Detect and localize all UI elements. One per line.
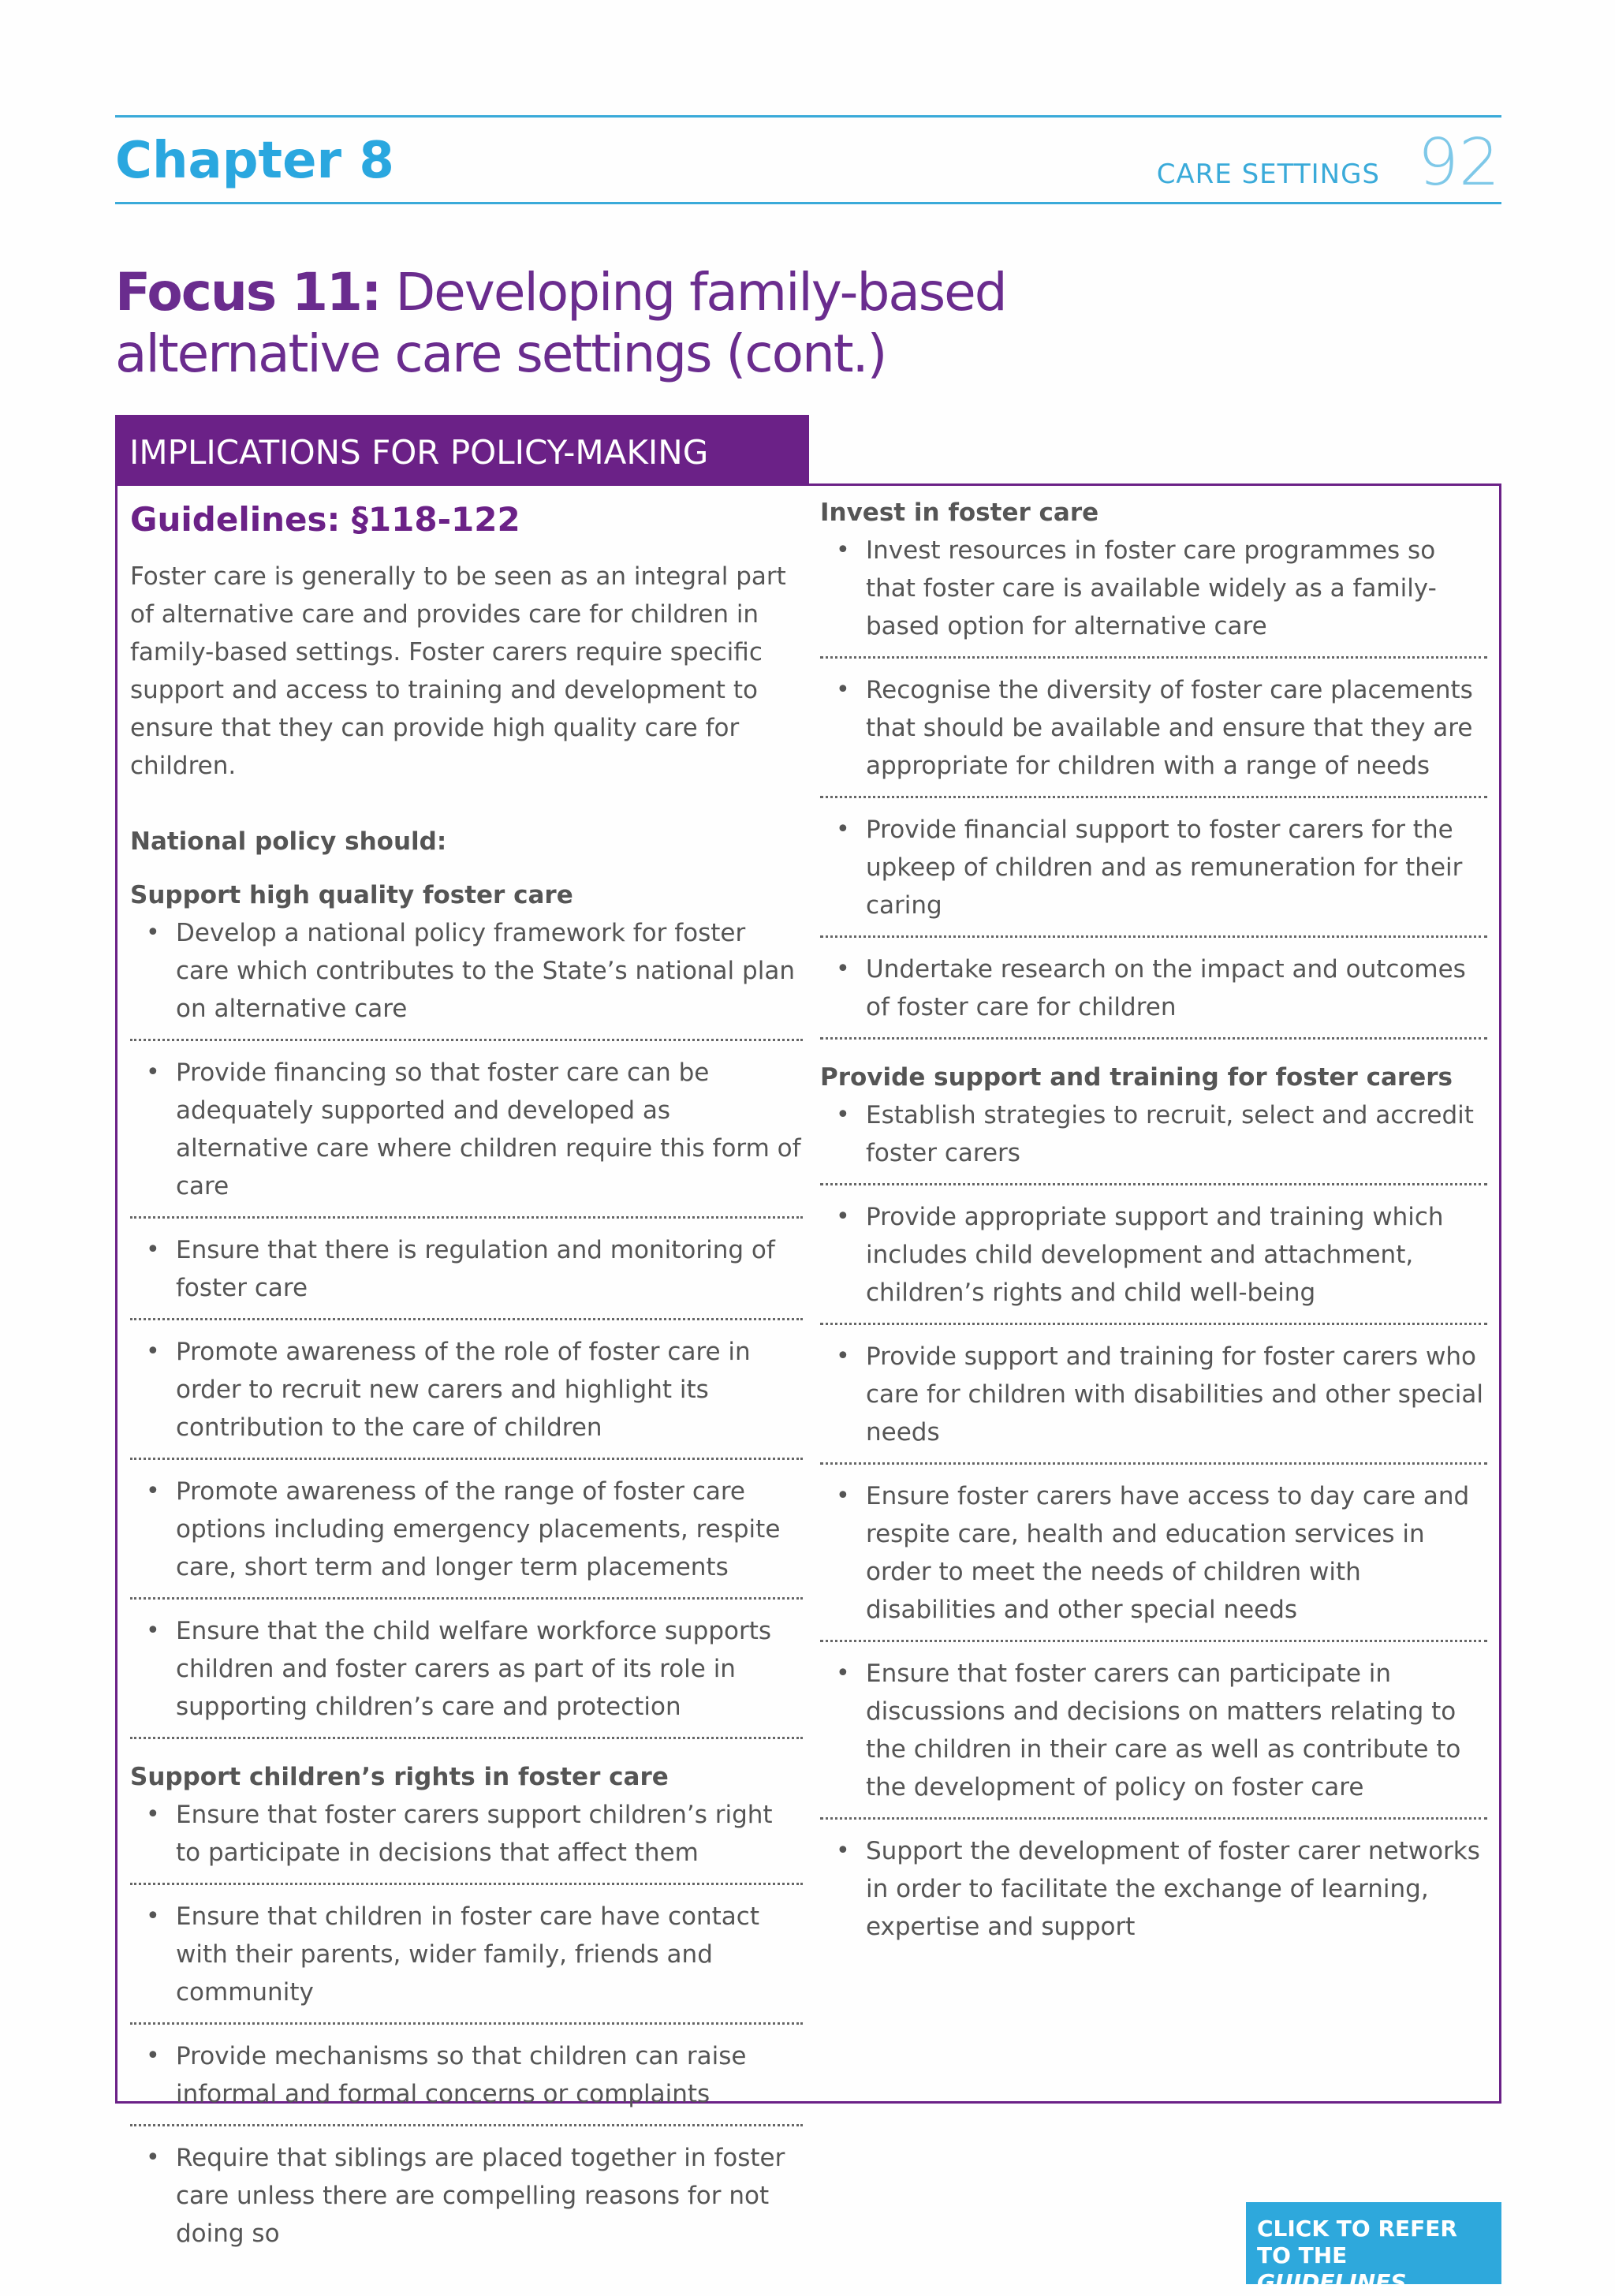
title-line-2: alternative care settings (cont.) [115,323,886,384]
page-number: 92 [1417,125,1500,200]
top-rule [115,115,1501,118]
list-item: • Ensure that foster carers can participate in discussions and decisions on matters relating to the children in their care as well as contribute to the development of policy on foster care [820,1655,1487,1820]
bullet-list [130,914,803,1739]
refer-guidelines-button[interactable] [1246,2202,1501,2295]
title-line-1: Developing family-based [395,262,1006,323]
bullet-list [820,532,1487,1040]
list-item: • Ensure foster carers have access to day care and respite care, health and education services in order to meet the needs of children with disabilities and other special needs [820,1477,1487,1642]
section-heading: Provide support and training for foster carers [820,1063,1453,1092]
page-title [115,262,1140,385]
implications-header: IMPLICATIONS FOR POLICY-MAKING [115,415,809,486]
cta-prefix: TO THE [1257,2242,1348,2268]
bullet-list [820,1096,1487,1957]
intro-paragraph: Foster care is generally to be seen as an integral part of alternative care and provides care for children in family-based settings. Foster carers require specific support and access to training and development to ensure that they can provide high quality care for children. [130,562,786,780]
left-column [130,486,803,2276]
list-item: • Invest resources in foster care programmes so that foster care is available widely as a family-based option for alternative care [820,532,1487,659]
list-item: • Undertake research on the impact and outcomes of foster care for children [820,950,1487,1040]
list-item: • Provide appropriate support and training which includes child development and attachment, children’s rights and child well-being [820,1198,1487,1325]
cta-guidelines: GUIDELINES [1257,2269,1407,2295]
list-item: • Provide support and training for foster carers who care for children with disabilities and other special needs [820,1338,1487,1465]
list-item: • Establish strategies to recruit, select and accredit foster carers [820,1096,1487,1185]
list-item: • Provide financing so that foster care can be adequately supported and developed as alternative care where children require this form of care [130,1054,803,1219]
list-item: • Promote awareness of the role of foster care in order to recruit new carers and highlight its contribution to the care of children [130,1333,803,1460]
section-heading: Support high quality foster care [130,880,573,909]
title-focus-label: Focus 11: [115,262,381,323]
national-policy-label: National policy should: [130,827,447,856]
header-rule [115,202,1501,204]
cta-line-2 [1257,2242,1501,2296]
list-item: • Ensure that the child welfare workforce supports children and foster carers as part of its role in supporting children’s care and protection [130,1612,803,1739]
list-item: • Provide financial support to foster carers for the upkeep of children and as remuneration for their caring [820,811,1487,938]
list-item: • Ensure that there is regulation and monitoring of foster care [130,1231,803,1320]
section-heading: Support children’s rights in foster care [130,1762,669,1791]
chapter-label: Chapter 8 [115,132,394,190]
list-item: • Ensure that children in foster care have contact with their parents, wider family, friends and community [130,1898,803,2025]
list-item: • Provide mechanisms so that children can raise informal and formal concerns or complaints [130,2037,803,2126]
bullet-list [130,1796,803,2264]
section-label: CARE SETTINGS [1156,159,1380,190]
right-column [820,486,1487,1969]
list-item: • Support the development of foster carer networks in order to facilitate the exchange of learning, expertise and support [820,1832,1487,1957]
guidelines-reference: Guidelines: §118-122 [130,500,520,539]
list-item: • Promote awareness of the range of foster care options including emergency placements, respite care, short term and longer term placements [130,1473,803,1600]
list-item: • Develop a national policy framework for foster care which contributes to the State’s national plan on alternative care [130,914,803,1041]
section-heading: Invest in foster care [820,498,1099,527]
list-item: • Require that siblings are placed together in foster care unless there are compelling reasons for not doing so [130,2139,803,2264]
cta-line-1: CLICK TO REFER [1257,2216,1457,2242]
list-item: • Ensure that foster carers support children’s right to participate in decisions that affect them [130,1796,803,1885]
list-item: • Recognise the diversity of foster care placements that should be available and ensure that they are appropriate for children with a range of needs [820,671,1487,798]
